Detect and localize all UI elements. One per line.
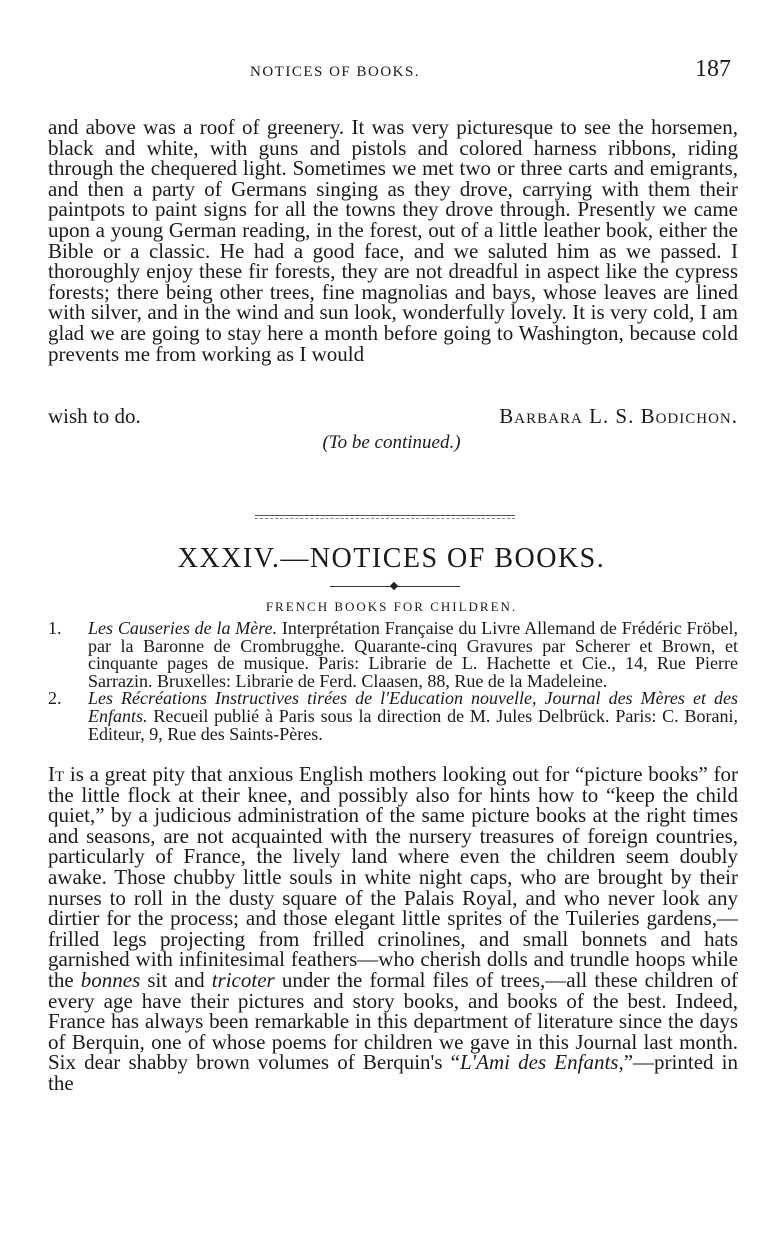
letter-body: and above was a roof of greenery. It was very picturesque to see the horsemen, black and white, with guns and pistols and colored harness ribbons, riding through the chequered light. Sometimes we met two or three carts and emigrants, and then a party of Germans singing as they drove, carrying with them their paintpots to paint signs for all the towns they drove through. Presently we came upon a young German reading, in the forest, out of a little leather book, either the Bible or a classic. He had a good face, and we saluted him as we passed. I thoroughly enjoy these fir forests, they are not dreadful in aspect like the cypress forests; there being other trees, fine magnolias and bays, whose leaves are lined with silver, and in the wind and sun look, wonderfully lovely. It is very cold, I am glad we are going to stay here a month before going to Washington, because cold prevents me from working as I would (48, 115, 738, 366)
review-body (48, 764, 738, 1094)
italic-book-title: L'Ami des Enfants, (459, 1050, 624, 1075)
book-details: Recueil publié à Paris sous la direction de M. Jules Delbrück. Paris: C. Borani, Editeur, 9, Rue des Saints-Pères. (88, 705, 738, 744)
opening-word: It (48, 762, 65, 786)
ornament-divider (330, 580, 460, 592)
book-details: Interprétation Française du Livre Allemand de Frédéric Fröbel, par la Baronne de Crombrugghe. Quarante-cinq Gravures par Scherer et Brown, et cinquante pages de musique. Paris: Librarie de L. Hachette et Cie., 14, Rue Pierre Sarrazin. Bruxelles: Librarie de Ferd. Claasen, 88, Rue de la Madeleine. (88, 618, 738, 691)
page-number: 187 (695, 56, 731, 82)
continued-note (0, 432, 783, 454)
book-title: Les Causeries de la Mère. (88, 618, 278, 638)
signature-line (48, 406, 738, 427)
book-entry (48, 620, 738, 690)
book-number: 1. (48, 618, 62, 638)
running-title: NOTICES OF BOOKS. (250, 64, 421, 80)
review-paragraph (48, 764, 738, 1094)
section-divider (255, 515, 515, 519)
author-signature: Barbara L. S. Bodichon. (499, 404, 738, 428)
review-text-1: is a great pity that anxious English mothers looking out for “picture books” for the little flock at their knee, and possibly also for hints how to “keep the child quiet,” by a judicious administration of the same picture books at the right times and seasons, are not acquainted with the nursery treasures of foreign countries, particularly of France, the lively land where even the children seem doubly awake. Those chubby little souls in white night caps, who are brought by their nurses to roll in the dusty square of the Palais Royal, and who never look any dirtier for the process; and those elegant little sprites of the Tuileries gardens,—frilled legs projecting from frilled crinolines, and small bonnets and hats garnished with infinitesimal feathers—who cherish dolls and trundle hoops while the (48, 762, 738, 992)
section-subheading: FRENCH BOOKS FOR CHILDREN. (265, 599, 518, 614)
chapter-heading: XXXIV.—NOTICES OF BOOKS. (177, 543, 606, 574)
continued-text: (To be continued.) (322, 432, 461, 453)
letter-paragraph (48, 117, 738, 364)
review-text-2: sit and (140, 967, 212, 992)
review-text-3: under the formal files of trees,—all these children of every age have their pictures and story books, and books of the best. Indeed, France has always been remarkable in this department of literature since the days of Berquin, one of whose poems for children we gave in this Journal last month. Six dear shabby brown volumes of Berquin's “ (48, 967, 739, 1075)
book-number: 2. (48, 688, 62, 709)
italic-tricoter: tricoter (211, 967, 275, 992)
review-text-4: ”—printed in the (48, 1050, 739, 1095)
book-entry (48, 690, 738, 743)
letter-last-line: wish to do. (48, 404, 141, 428)
italic-bonnes: bonnes (80, 967, 141, 992)
book-list (48, 620, 738, 743)
book-title: Les Récréations Instructives tirées de l'Education nouvelle, Journal des Mères et des Enfants. (88, 688, 738, 726)
diamond-icon (390, 582, 398, 590)
